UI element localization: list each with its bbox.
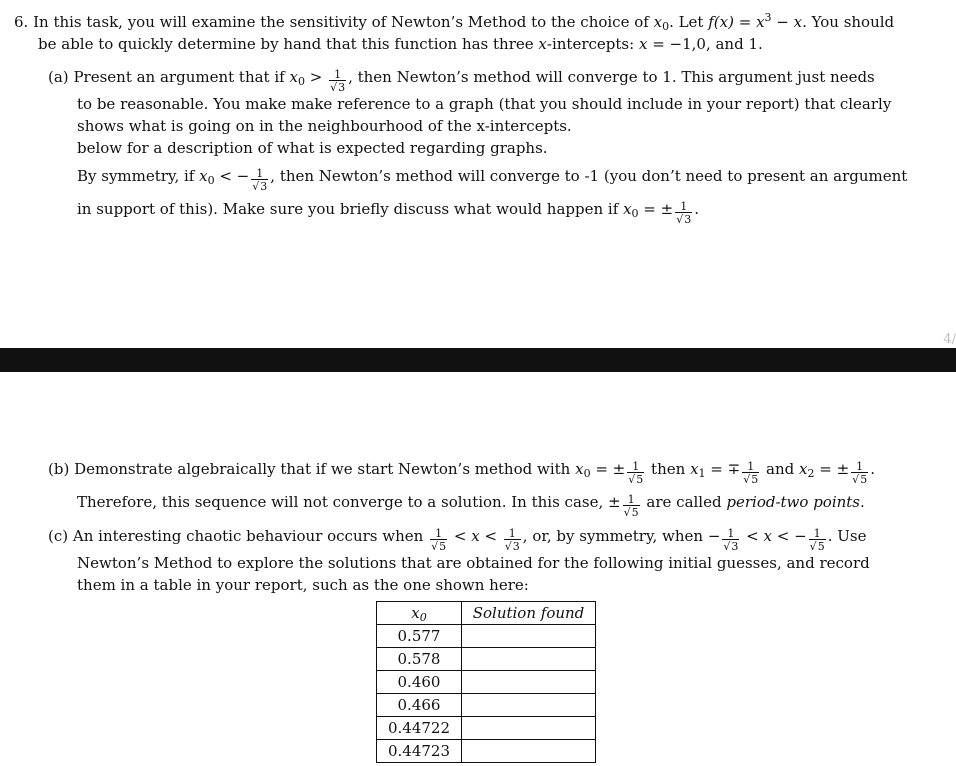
intro-text: -intercepts:	[546, 35, 635, 53]
math-x0: x	[575, 460, 584, 478]
fraction-one-over-sqrt5	[851, 461, 868, 485]
math-x: x	[763, 527, 772, 545]
sqrt-argument: 3	[260, 180, 268, 193]
part-c-text: An interesting chaotic behaviour occurs when	[72, 527, 424, 545]
fraction-one-over-sqrt5	[627, 461, 644, 485]
part-a-text: By symmetry, if	[77, 167, 195, 185]
math-x: x	[471, 527, 480, 545]
page-divider	[0, 348, 956, 372]
fraction-numerator: 1	[809, 528, 826, 540]
sqrt-symbol: √	[252, 180, 260, 193]
period-two-points-term: period-two points	[726, 493, 861, 511]
part-a	[48, 66, 891, 159]
table-row	[377, 740, 596, 763]
math-x2: x	[799, 460, 808, 478]
sqrt-argument: 5	[860, 473, 868, 486]
cell-solution	[462, 694, 596, 717]
cell-x0: 0.44722	[377, 717, 462, 740]
table-row	[377, 648, 596, 671]
part-b: (b) Demonstrate algebraically that if we start Newton’s method with $x_0$ = ± $\frac{1}{√5}$ then $x_1$ = ∓ $\frac{1}{√5}$ and $x_2$ = ± $\frac{1}{√5}$ . Therefore, this sequence will not converge to a solution. In this case, ± $\frac{1}{√5}$ are called period-two points.	[48, 460, 875, 519]
fraction-one-over-sqrt3	[251, 168, 268, 192]
cell-solution	[462, 625, 596, 648]
fraction-one-over-sqrt5	[809, 528, 826, 552]
sqrt-symbol: √	[623, 506, 631, 519]
sqrt-symbol: √	[330, 81, 338, 94]
math-subscript: 0	[662, 20, 670, 33]
part-a-text: in support of this). Make sure you briefly discuss what would happen if	[77, 200, 619, 218]
fraction-numerator: 1	[251, 168, 268, 180]
math-operator: = ±	[638, 200, 674, 218]
header-x0	[377, 602, 462, 625]
intro-text: In this task, you will examine the sensitivity of Newton’s Method to the choice of	[33, 13, 649, 31]
math-x0: x	[289, 68, 298, 86]
math-subscript: 2	[807, 467, 815, 480]
sqrt-symbol: √	[431, 540, 439, 553]
fraction-numerator: 1	[329, 69, 346, 81]
math-function: − x	[771, 13, 803, 31]
math-x0: x	[199, 167, 208, 185]
math-operator: = ±	[814, 460, 850, 478]
question-number: 6.	[14, 13, 29, 31]
part-a-text: .	[694, 200, 700, 218]
part-c-text: Newton’s Method to explore the solutions that are obtained for the following initial guesses, and record	[77, 554, 870, 572]
part-label: (a)	[48, 68, 69, 86]
part-a-text: below for a description of what is expected regarding graphs.	[77, 139, 548, 157]
sqrt-symbol: √	[504, 540, 512, 553]
page-number: 4/	[943, 332, 956, 347]
cell-solution	[462, 740, 596, 763]
part-c	[48, 525, 870, 596]
document-page-top	[0, 0, 956, 348]
table-row	[377, 717, 596, 740]
table-row	[377, 625, 596, 648]
fraction-numerator: 1	[430, 528, 447, 540]
fraction-numerator: 1	[504, 528, 521, 540]
intro-text: be able to quickly determine by hand that this function has three	[38, 35, 534, 53]
math-x0: x	[623, 200, 632, 218]
math-operator: <	[449, 527, 472, 545]
fraction-one-over-sqrt3	[329, 69, 346, 93]
sqrt-argument: 5	[817, 540, 825, 553]
cell-x0: 0.466	[377, 694, 462, 717]
sqrt-argument: 5	[751, 473, 759, 486]
table-row	[377, 694, 596, 717]
math-subscript: 0	[583, 467, 591, 480]
math-operator: <	[741, 527, 764, 545]
part-a-text: shows what is going on in the neighbourhood of the x-intercepts.	[77, 117, 572, 135]
sqrt-symbol: √	[628, 473, 636, 486]
sqrt-argument: 3	[512, 540, 520, 553]
math-x1: x	[690, 460, 699, 478]
math-subscript: 0	[631, 207, 639, 220]
fraction-numerator: 1	[722, 528, 739, 540]
cell-solution	[462, 648, 596, 671]
part-b-text: Therefore, this sequence will not converge to a solution. In this case,	[77, 493, 604, 511]
math-operator: ±	[608, 493, 621, 511]
math-operator: = ±	[590, 460, 626, 478]
fraction-numerator: 1	[675, 201, 692, 213]
part-a-text: , then Newton’s method will converge to -1 (you don’t need to present an argument	[270, 167, 908, 185]
sqrt-argument: 3	[731, 540, 739, 553]
math-subscript: 0	[419, 611, 427, 624]
sqrt-argument: 5	[636, 473, 644, 486]
intro-text: = −1,0, and 1.	[652, 35, 763, 53]
math-operator: <	[479, 527, 502, 545]
header-x0-label: x	[411, 604, 420, 622]
part-c-text: . Use	[827, 527, 867, 545]
solutions-table	[376, 601, 596, 763]
cell-solution	[462, 717, 596, 740]
sqrt-symbol: √	[723, 540, 731, 553]
math-exponent: 3	[764, 11, 772, 24]
part-c-text: them in a table in your report, such as the one shown here:	[77, 576, 529, 594]
math-x: x	[538, 35, 547, 53]
part-c-text: , or, by symmetry, when	[522, 527, 704, 545]
part-b-text: Demonstrate algebraically that if we start Newton’s method with	[74, 460, 571, 478]
table-header-row	[377, 602, 596, 625]
fraction-one-over-sqrt3	[722, 528, 739, 552]
fraction-one-over-sqrt3	[504, 528, 521, 552]
fraction-one-over-sqrt5	[742, 461, 759, 485]
cell-x0: 0.577	[377, 625, 462, 648]
part-a-text: , then Newton’s method will converge to 1. This argument just needs	[348, 68, 875, 86]
math-operator: < −	[771, 527, 807, 545]
header-solution-found: Solution found	[462, 602, 596, 625]
part-label: (c)	[48, 527, 69, 545]
math-operator: >	[304, 68, 328, 86]
cell-solution	[462, 671, 596, 694]
math-operator: < −	[214, 167, 250, 185]
math-subscript: 0	[207, 174, 215, 187]
intro-text: . Let	[669, 13, 704, 31]
sqrt-symbol: √	[809, 540, 817, 553]
sqrt-argument: 5	[631, 506, 639, 519]
fraction-numerator: 1	[623, 494, 640, 506]
part-b-text: .	[860, 493, 865, 511]
math-operator: = ∓	[705, 460, 741, 478]
sqrt-argument: 3	[684, 213, 692, 226]
sqrt-argument: 3	[338, 81, 346, 94]
part-label: (b)	[48, 460, 70, 478]
fraction-numerator: 1	[742, 461, 759, 473]
fraction-one-over-sqrt3	[675, 201, 692, 225]
question-6-intro	[14, 11, 894, 55]
math-subscript: 1	[698, 467, 706, 480]
part-b-text: and	[766, 460, 795, 478]
sqrt-argument: 5	[439, 540, 447, 553]
part-a-text: Present an argument that if	[73, 68, 285, 86]
part-a-text: to be reasonable. You make make reference to a graph (that you should include in your report) that clearly	[77, 95, 892, 113]
cell-x0: 0.578	[377, 648, 462, 671]
cell-x0: 0.44723	[377, 740, 462, 763]
table-row	[377, 671, 596, 694]
intro-text: . You should	[802, 13, 895, 31]
part-b-text: are called	[646, 493, 722, 511]
math-operator: −	[707, 527, 721, 545]
fraction-numerator: 1	[627, 461, 644, 473]
math-x: x	[638, 35, 648, 53]
math-x0: x	[653, 13, 663, 31]
fraction-numerator: 1	[851, 461, 868, 473]
sqrt-symbol: √	[743, 473, 751, 486]
cell-x0: 0.460	[377, 671, 462, 694]
sqrt-symbol: √	[852, 473, 860, 486]
fraction-one-over-sqrt5	[430, 528, 447, 552]
fraction-one-over-sqrt5	[623, 494, 640, 518]
part-a-symmetry	[77, 165, 907, 225]
part-b-text: then	[651, 460, 686, 478]
sqrt-symbol: √	[676, 213, 684, 226]
math-function: f(x) = x	[708, 13, 765, 31]
math-subscript: 0	[297, 75, 305, 88]
